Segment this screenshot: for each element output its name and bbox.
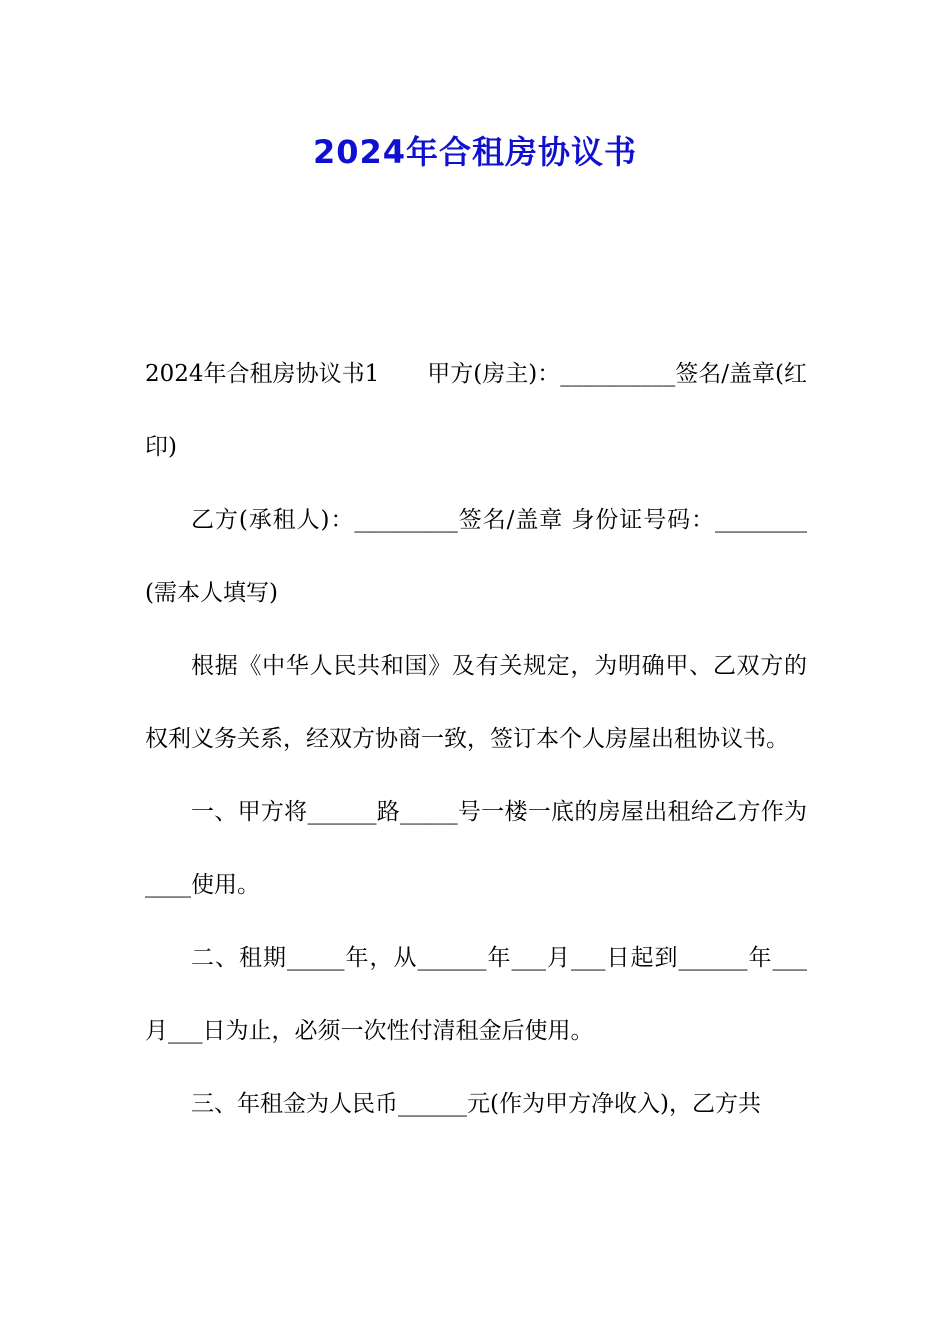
document-body	[145, 338, 807, 1141]
paragraph-clause-3: 三、年租金为人民币______元(作为甲方净收入)，乙方共	[191, 1091, 761, 1117]
paragraph-text: 甲方(房主)：__________签名/盖章(红印)	[145, 361, 808, 460]
paragraph-parties-tenant: 乙方(承租人)：_________签名/盖章 身份证号码：________(需本人填写)	[145, 507, 807, 606]
paragraph-preamble: 根据《中华人民共和国》及有关规定，为明确甲、乙双方的权利义务关系，经双方协商一致，签订本个人房屋出租协议书。	[145, 653, 807, 752]
section-heading: 2024年合租房协议书1	[145, 361, 380, 387]
paragraph-clause-2: 二、租期_____年，从______年___月___日起到______年___月___日为止，必须一次性付清租金后使用。	[145, 945, 807, 1044]
document-title: 2024年合租房协议书	[312, 133, 638, 171]
paragraph-clause-1: 一、甲方将______路_____号一楼一底的房屋出租给乙方作为____使用。	[145, 799, 807, 898]
paragraph-parties-landlord	[145, 338, 807, 484]
